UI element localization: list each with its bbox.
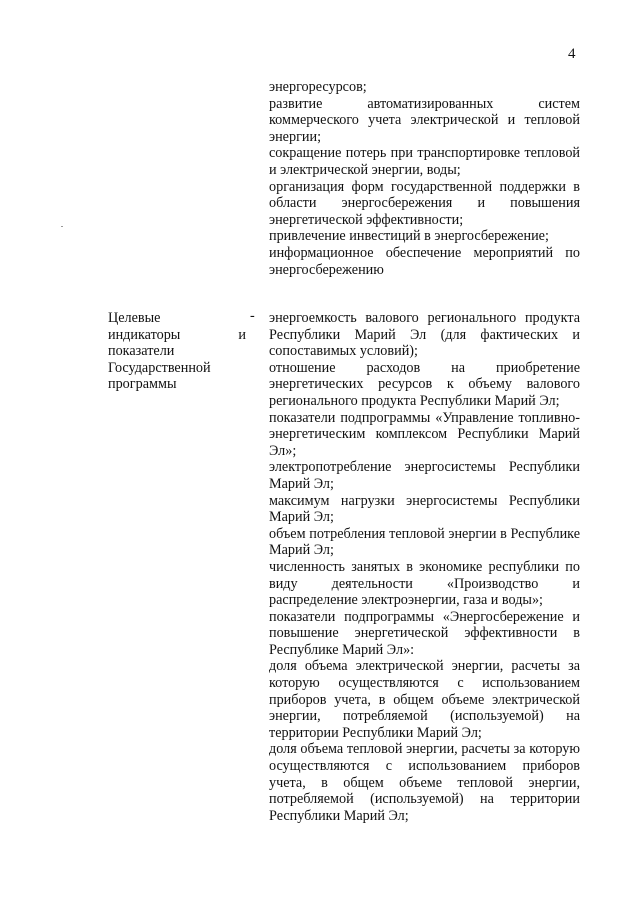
list-item: информационное обеспечение мероприятий по энергосбережению xyxy=(269,244,580,278)
list-item: доля объема электрической энергии, расчеты за которую осуществляются с использованием приборов учета, в общем объеме электрической энергии, потребляемой (используемой) на территории Республики Марий Эл; xyxy=(269,658,580,741)
label-line: индикаторы xyxy=(108,326,181,343)
objectives-continuation xyxy=(269,79,580,278)
label-row xyxy=(108,327,246,344)
label-line: Целевые xyxy=(108,310,161,326)
label-line: программы xyxy=(108,376,177,393)
list-item: привлечение инвестиций в энергосбережение; xyxy=(269,228,549,245)
list-item: показатели подпрограммы «Энергосбережение и повышение энергетической эффективности в Республике Марий Эл»: xyxy=(269,608,580,658)
list-item: численность занятых в экономике республики по виду деятельности «Производство и распределение электроэнергии, газа и воды»; xyxy=(269,558,580,609)
list-item: доля объема тепловой энергии, расчеты за которую осуществляются с использованием приборов учета, в общем объеме тепловой энергии, потребляемой (используемой) на территории Республики Марий Эл; xyxy=(269,741,580,824)
list-item: сокращение потерь при транспортировке тепловой и электрической энергии, воды; xyxy=(269,145,580,178)
list-item: организация форм государственной поддержки в области энергосбережения и повышения энергетической эффективности; xyxy=(269,178,580,228)
list-item: показатели подпрограммы «Управление топливно-энергетическим комплексом Республики Марий Эл»; xyxy=(269,409,580,459)
indicators-list xyxy=(269,310,580,824)
page-number: 4 xyxy=(568,46,576,62)
list-item: объем потребления тепловой энергии в Республике Марий Эл; xyxy=(269,525,580,559)
label-line: Государственной xyxy=(108,359,211,376)
list-item: энергоресурсов; xyxy=(269,79,367,95)
label-dash: - xyxy=(250,308,255,324)
section-label xyxy=(108,310,246,393)
label-line: и xyxy=(238,326,246,343)
label-line: показатели xyxy=(108,343,175,360)
list-item: электропотребление энергосистемы Республики Марий Эл; xyxy=(269,459,580,492)
margin-mark xyxy=(61,226,63,227)
list-item: развитие автоматизированных систем коммерческого учета электрической и тепловой энергии; xyxy=(269,95,580,145)
list-item: отношение расходов на приобретение энергетических ресурсов к объему валового регионального продукта Республики Марий Эл; xyxy=(269,359,580,409)
list-item: энергоемкость валового регионального продукта Республики Марий Эл (для фактических и сопоставимых условий); xyxy=(269,310,580,360)
list-item: максимум нагрузки энергосистемы Республики Марий Эл; xyxy=(269,492,580,526)
